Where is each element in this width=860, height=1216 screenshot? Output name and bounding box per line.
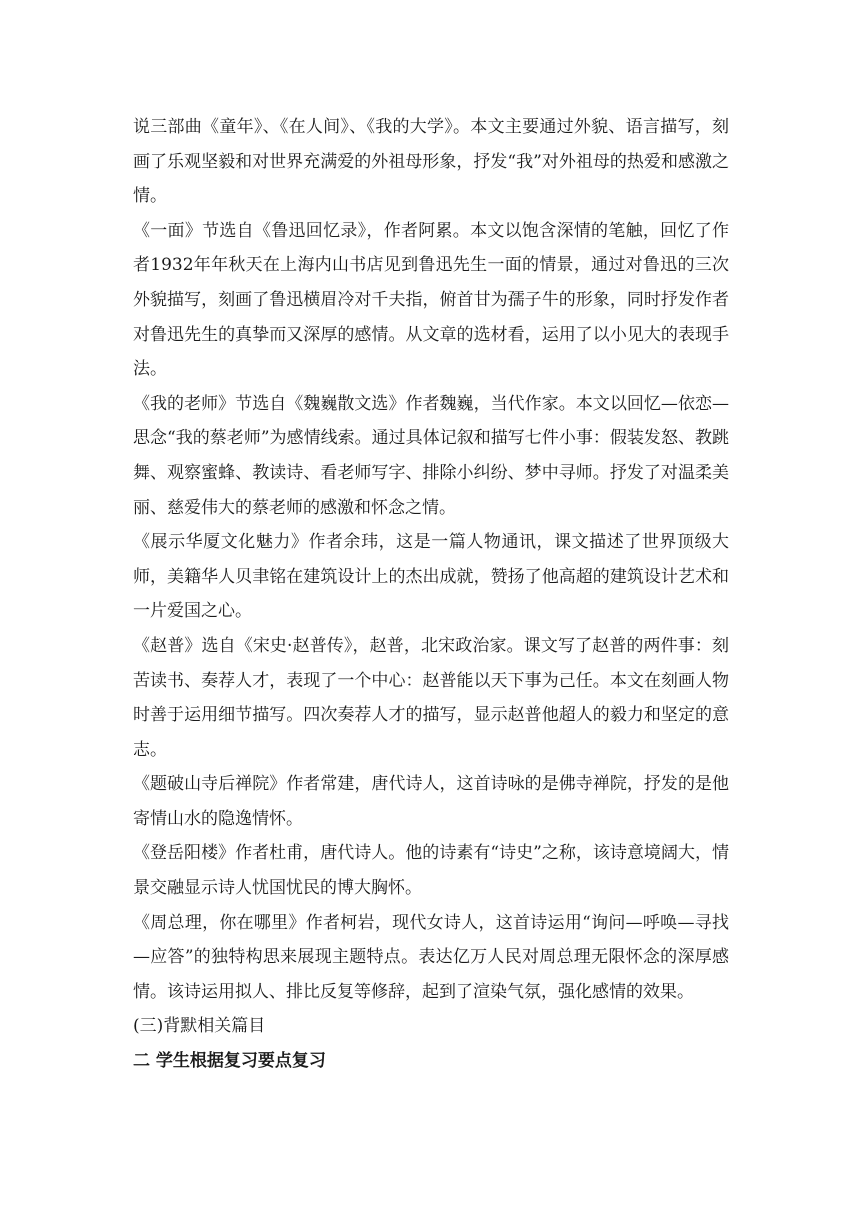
- paragraph-yueyang-lou: 《登岳阳楼》作者杜甫，唐代诗人。他的诗素有“诗史”之称，该诗意境阔大，情景交融显示诗人忧国忧民的博大胸怀。: [133, 843, 729, 899]
- paragraph-recite-section: (三)背默相关篇目: [133, 1016, 266, 1037]
- document-page: [133, 110, 729, 1079]
- paragraph-zhao-pu: 《赵普》选自《宋史·赵普传》，赵普，北宋政治家。课文写了赵普的两件事：刻苦读书、奏荐人才，表现了一个中心：赵普能以天下事为己任。本文在刻画人物时善于运用细节描写。四次奏荐人才的描写，显示赵普他超人的毅力和坚定的意志。: [133, 635, 729, 760]
- paragraph-zhou-zongli: 《周总理，你在哪里》作者柯岩，现代女诗人，这首诗运用“询问—呼唤—寻找—应答”的独特构思来展现主题特点。表达亿万人民对周总理无限怀念的深厚感情。该诗运用拟人、排比反复等修辞，起到了渲染气氛，强化感情的效果。: [133, 912, 729, 1002]
- paragraph-yi-mian: 《一面》节选自《鲁迅回忆录》，作者阿累。本文以饱含深情的笔触，回忆了作者1932年年秋天在上海内山书店见到鲁迅先生一面的情景，通过对鲁迅的三次外貌描写，刻画了鲁迅横眉冷对千夫指，俯首甘为孺子牛的形象，同时抒发作者对鲁迅先生的真挚而又深厚的感情。从文章的选材看，运用了以小见大的表现手法。: [133, 220, 729, 380]
- paragraph-huaxia-wenhua: 《展示华厦文化魅力》作者余玮，这是一篇人物通讯，课文描述了世界顶级大师，美籍华人贝聿铭在建筑设计上的杰出成就，赞扬了他高超的建筑设计艺术和一片爱国之心。: [133, 532, 729, 622]
- section-heading: 二 学生根据复习要点复习: [133, 1051, 326, 1072]
- paragraph-wo-de-laoshi: 《我的老师》节选自《魏巍散文选》作者魏巍，当代作家。本文以回忆—依恋—思念“我的蔡老师”为感情线索。通过具体记叙和描写七件小事：假装发怒、教跳舞、观察蜜蜂、教读诗、看老师写字、排除小纠纷、梦中寻师。抒发了对温柔美丽、慈爱伟大的蔡老师的感激和怀念之情。: [133, 393, 729, 518]
- paragraph-gorky-trilogy: 说三部曲《童年》、《在人间》、《我的大学》。本文主要通过外貌、语言描写，刻画了乐观坚毅和对世界充满爱的外祖母形象，抒发“我”对外祖母的热爱和感激之情。: [133, 117, 729, 207]
- paragraph-poshan-si: 《题破山寺后禅院》作者常建，唐代诗人，这首诗咏的是佛寺禅院，抒发的是他寄情山水的隐逸情怀。: [133, 774, 729, 829]
